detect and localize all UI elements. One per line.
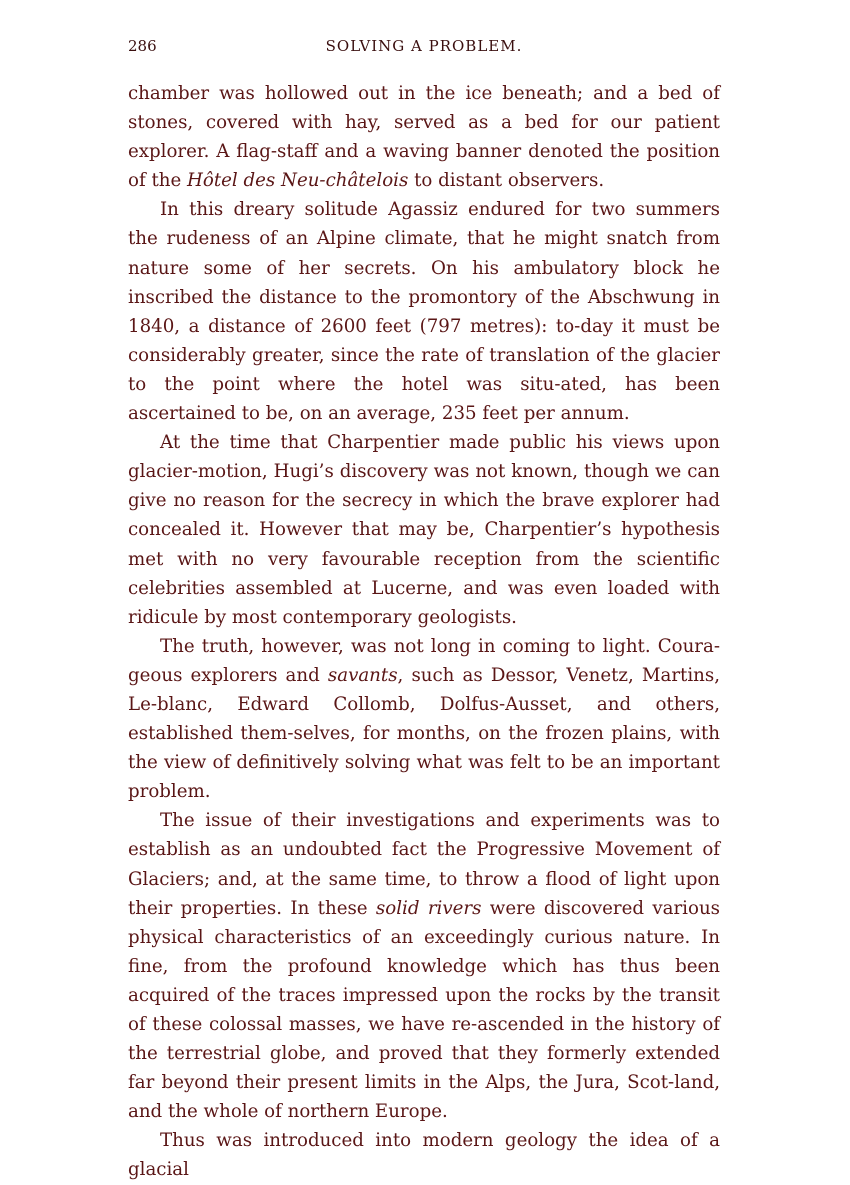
italic-text: savants	[327, 664, 398, 686]
text-span: At the time that Charpentier made public his views upon glacier-motion, Hugi’s discovery was not known, though we can give no reason for the secrecy in which the brave explorer had concealed it. However that may be, Charpentier’s hypothesis met with no very favourable reception from the scientific celebrities assembled at Lucerne, and was even loaded with ridicule by most contemporary geologists.	[128, 432, 720, 628]
paragraph	[128, 79, 720, 195]
paragraph	[128, 806, 720, 1126]
body-text	[128, 79, 720, 1185]
page-number: 286	[128, 37, 157, 55]
paragraph	[128, 195, 720, 428]
text-span: chamber was hollowed out in the ice beneath; and a bed of stones, covered with hay, served as a bed for our patient explorer. A flag-staff and a waving banner denoted the position of the	[128, 83, 720, 192]
text-span: The issue of their investigations and experiments was to establish as an undoubted fact the Progressive Movement of Glaciers; and, at the same time, to throw a flood of light upon their properties. In these	[128, 810, 720, 919]
text-span: were discovered various physical characteristics of an exceedingly curious nature. In fine, from the profound knowledge which has thus been acquired of the traces impressed upon the rocks by the transit of these colossal masses, we have re-ascended in the history of the terrestrial globe, and proved that they formerly extended far beyond their present limits in the Alps, the Jura, Scot-land, and the whole of northern Europe.	[128, 897, 720, 1123]
italic-text: Hôtel des Neu-châtelois	[187, 170, 409, 192]
page-header	[128, 37, 720, 61]
paragraph	[128, 1126, 720, 1184]
italic-text: solid rivers	[375, 897, 482, 919]
paragraph	[128, 632, 720, 807]
text-span: to distant observers.	[408, 170, 605, 192]
text-span: Thus was introduced into modern geology the idea of a glacial	[128, 1130, 720, 1181]
text-span: The truth, however, was not long in coming to light. Coura-geous explorers and	[128, 635, 720, 686]
text-span: , such as Dessor, Venetz, Martins, Le-blanc, Edward Collomb, Dolfus-Ausset, and others, established them-selves, for months, on the frozen plains, with the view of definitively solving what was felt to be an important problem.	[128, 664, 720, 803]
text-span: In this dreary solitude Agassiz endured for two summers the rudeness of an Alpine climate, that he might snatch from nature some of her secrets. On his ambulatory block he inscribed the distance to the promontory of the Abschwung in 1840, a distance of 2600 feet (797 metres): to-day it must be considerably greater, since the rate of translation of the glacier to the point where the hotel was situ-ated, has been ascertained to be, on an average, 235 feet per annum.	[128, 199, 720, 425]
paragraph	[128, 428, 720, 632]
running-title: SOLVING A PROBLEM.	[325, 37, 523, 55]
